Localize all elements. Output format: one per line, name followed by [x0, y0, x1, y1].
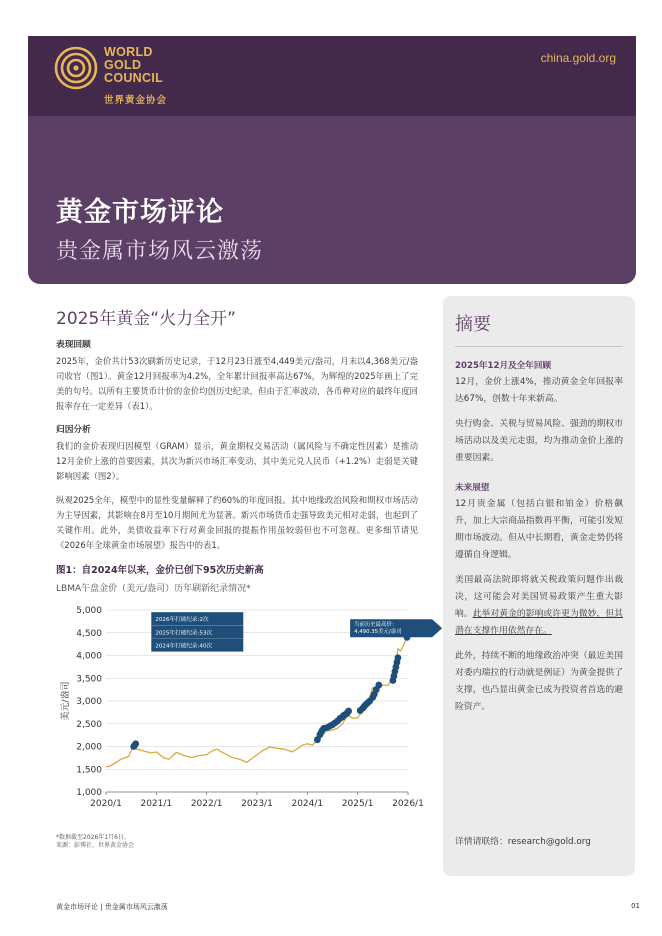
record-count-label: 2024年打破纪录:40次 [155, 643, 213, 650]
attribution-heading: 归因分析 [56, 425, 91, 435]
header-banner [28, 36, 636, 284]
x-tick-label: 2025/1 [341, 799, 374, 809]
x-tick-label: 2024/1 [291, 799, 324, 809]
y-tick-label: 4,000 [76, 651, 102, 662]
y-tick-label: 5,000 [76, 606, 102, 616]
x-tick-label: 2026/1 [392, 799, 424, 809]
wgc-logo-icon [54, 46, 98, 90]
section-title: 2025年黄金“火力全开” [56, 309, 236, 329]
y-axis-label: 美元/盎司 [61, 681, 71, 721]
y-tick-label: 3,500 [76, 674, 102, 685]
logo-line-3: COUNCIL [104, 71, 164, 85]
footer-title: 黄金市场评论 | 贵金属市场风云激荡 [56, 903, 168, 911]
x-tick-label: 2021/1 [140, 799, 173, 809]
sidebar-paragraph-4-text: 美国最高法院即将就关税政策问题作出裁决，这可能会对美国贸易政策产生重大影响。 [455, 575, 623, 619]
website-link[interactable]: china.gold.org [540, 51, 616, 65]
record-count-label: 2025年打破纪录:53次 [155, 630, 213, 637]
logo-line-1: WORLD [104, 45, 153, 59]
y-tick-label: 2,000 [76, 742, 102, 753]
attribution-paragraph-2: 纵观2025全年，模型中的显性变量解释了约60%的年度回报。其中地缘政治风险和期权市场活动为主导因素，其影响在8月至10月期间尤为显著。新兴市场货币走强导致美元相对走弱，也起到了关键作用。此外，美债收益率下行对黄金回报的提振作用虽较弱但也不可忽视。更多细节请见《2026年全球黄金市场展望》报告中的表1。 [56, 495, 418, 550]
contact-line[interactable]: 详情请联络：research@gold.org [455, 837, 591, 847]
gold-price-chart [56, 598, 424, 830]
logo-chinese-name: 世界黄金协会 [104, 95, 168, 106]
x-tick-label: 2023/1 [241, 799, 273, 809]
main-column [56, 304, 424, 830]
sidebar-paragraph-5: 此外，持续不断的地缘政治冲突（最近美国对委内瑞拉的行动就是例证）为黄金提供了支撑，也凸显出黄金已成为投资者首选的避险资产。 [455, 651, 623, 712]
recap-paragraph: 2025年，金价共计53次刷新历史记录，于12月23日涨至4,449美元/盎司，月末以4,368美元/盎司收官（图1）。黄金12月回报率为4.2%，全年累计回报率高达67%，为辉煌的2025年画上了完美的句号。以所有主要货币计价的金价均创历史纪录，但由于汇率波动，各币种对应的最终年度回报率存在一定差异（表1）。 [56, 356, 418, 411]
sidebar-heading-review: 2025年12月及全年回顾 [455, 361, 552, 371]
record-high-marker [395, 654, 402, 661]
current-high-label: 4,490.35美元/盎司 [354, 629, 402, 636]
page-title: 黄金市场评论 [56, 197, 224, 228]
y-tick-label: 4,500 [76, 628, 102, 639]
note-source: 来源：彭博社，世界黄金协会 [56, 842, 135, 849]
page-number: 01 [631, 902, 640, 910]
record-high-marker [375, 682, 382, 689]
current-high-label: 当前历史最高价： [354, 622, 398, 629]
figure-notes [56, 834, 134, 850]
sidebar-heading-outlook: 未来展望 [455, 483, 490, 493]
sidebar-underlined-text: 此举对黄金的影响或许更为微妙，但其潜在支撑作用依然存在。 [455, 609, 623, 636]
figure-subtitle: LBMA午盘金价（美元/盎司）历年刷新纪录情况* [56, 584, 251, 594]
sidebar-paragraph-2: 央行购金、关税与贸易风险、强劲的期权市场活动以及美元走弱，均为推动金价上涨的重要因素。 [455, 419, 623, 463]
logo-wordmark [104, 46, 163, 85]
sidebar-paragraph-4 [455, 572, 623, 640]
sidebar-paragraph-1: 12月，金价上涨4%，推动黄金全年回报率达67%，创数十年来新高。 [455, 377, 623, 404]
y-tick-label: 1,000 [76, 788, 102, 798]
sidebar-title: 摘要 [455, 314, 491, 335]
record-count-label: 2026年打破纪录:2次 [155, 617, 209, 624]
y-tick-label: 2,500 [76, 719, 102, 730]
x-tick-label: 2020/1 [90, 799, 122, 809]
record-high-marker [345, 708, 352, 715]
figure-title: 图1：自2024年以来，金价已创下95次历史新高 [56, 565, 264, 576]
y-tick-label: 3,000 [76, 697, 102, 707]
recap-heading: 表现回顾 [56, 340, 91, 350]
y-tick-label: 1,500 [76, 765, 102, 776]
sidebar-divider [455, 346, 623, 347]
record-high-marker [132, 740, 139, 747]
summary-sidebar [443, 296, 635, 876]
x-tick-label: 2022/1 [190, 799, 223, 809]
chart-svg [56, 598, 424, 830]
page-subtitle: 贵金属市场风云激荡 [56, 239, 264, 264]
logo-line-2: GOLD [104, 58, 142, 72]
attribution-paragraph-1: 我们的金价表现归因模型（GRAM）显示，黄金期权交易活动（属风险与不确定性因素）是推动12月金价上涨的首要因素，其次为新兴市场汇率变动，其中美元兑人民币（+1.2%）走弱是关键影响因素（图2）。 [56, 441, 418, 481]
note-date: *数据截至2026年1月6日。 [56, 834, 130, 841]
sidebar-paragraph-3: 12月贵金属（包括白银和铂金）价格飙升，加上大宗商品指数再平衡，可能引发短期市场波动。但从中长期看，黄金走势仍将遵循自身逻辑。 [455, 499, 623, 560]
